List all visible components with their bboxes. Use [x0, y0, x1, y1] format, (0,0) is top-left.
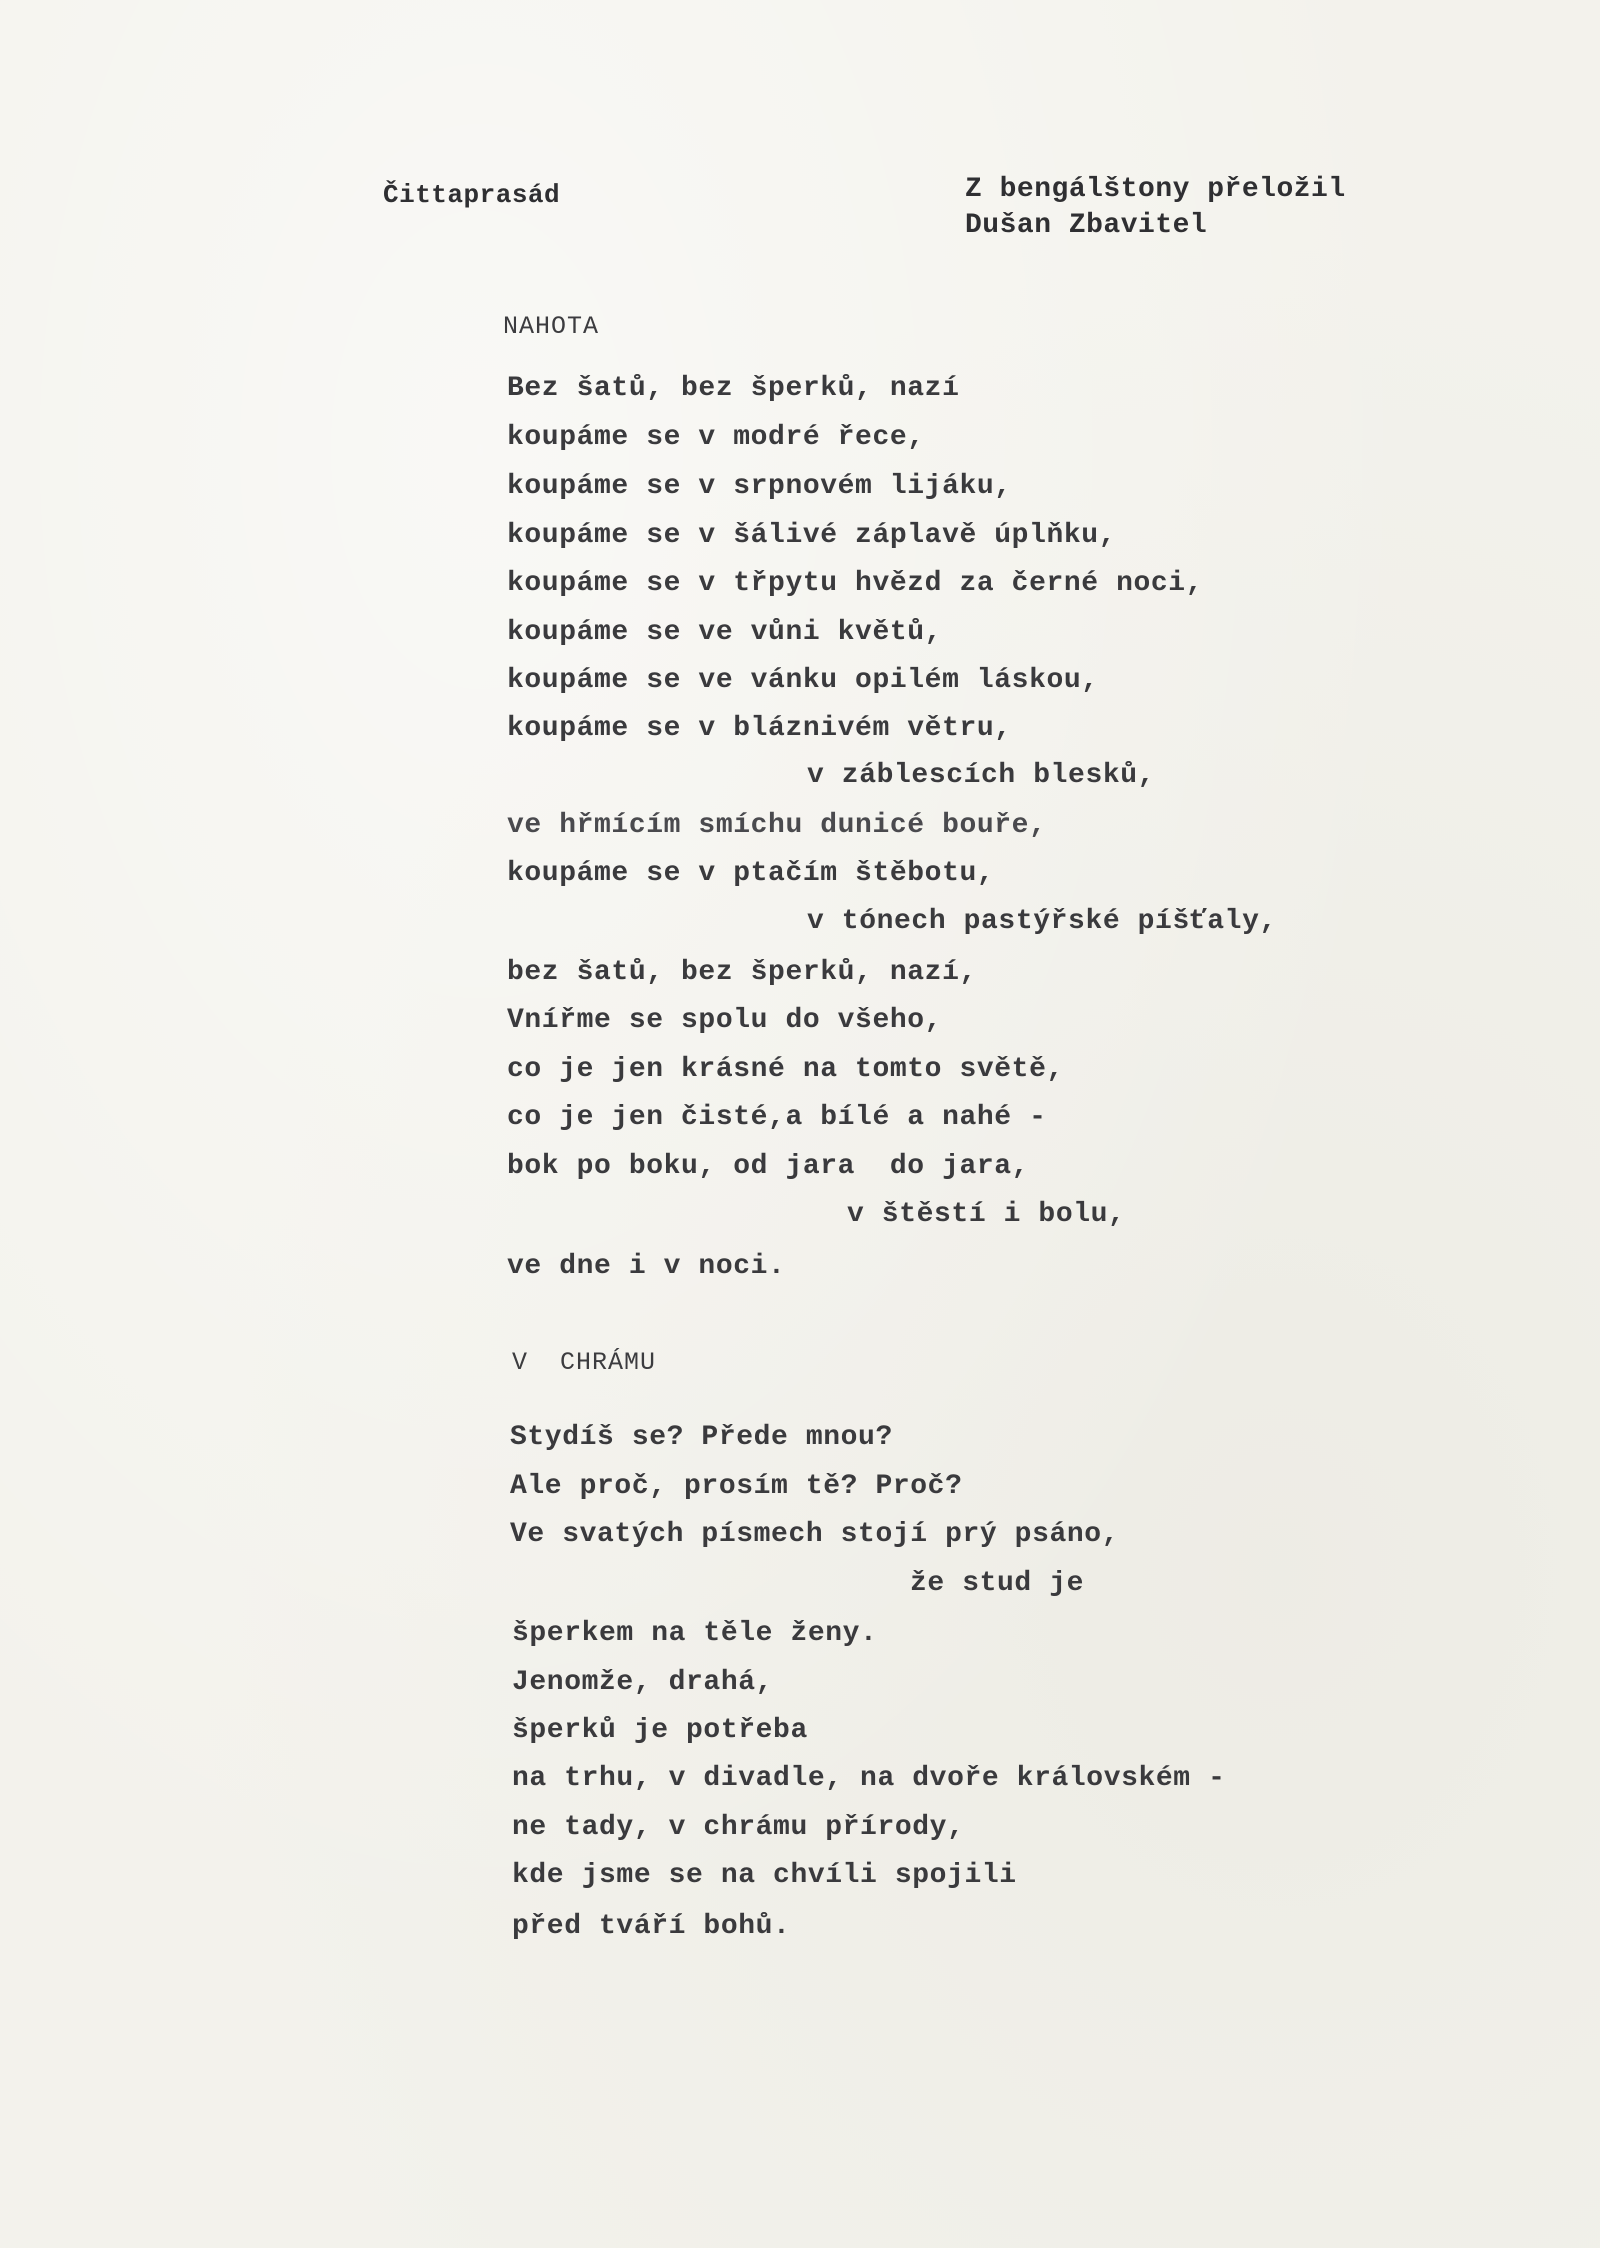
poem-line: koupáme se v bláznivém větru, — [507, 713, 1012, 744]
poem-line: koupáme se ve vůni květů, — [507, 617, 943, 648]
poem-line: Jenomže, drahá, — [512, 1667, 774, 1698]
poem-line: ve dne i v noci. — [507, 1251, 786, 1282]
poem-line: Ale proč, prosím tě? Proč? — [510, 1471, 963, 1502]
poem-line: v tónech pastýřské píšťaly, — [807, 906, 1277, 937]
poem-line: koupáme se v šálivé záplavě úplňku, — [507, 520, 1117, 551]
translator-credit — [965, 172, 1346, 244]
poem-line: bez šatů, bez šperků, nazí, — [507, 957, 977, 988]
poem-line: co je jen čisté,a bílé a nahé - — [507, 1102, 1047, 1133]
poem-line: ne tady, v chrámu přírody, — [512, 1812, 965, 1843]
poem-line: co je jen krásné na tomto světě, — [507, 1054, 1064, 1085]
poem-line: v záblescích blesků, — [807, 760, 1156, 791]
poem-line: kde jsme se na chvíli spojili — [512, 1860, 1017, 1891]
poem-line: koupáme se v srpnovém lijáku, — [507, 471, 1012, 502]
poem-line: před tváří bohů. — [512, 1911, 791, 1942]
poem-line: Ve svatých písmech stojí prý psáno, — [510, 1519, 1120, 1550]
poem-title: NAHOTA — [503, 312, 600, 341]
translator-line-2: Dušan Zbavitel — [965, 210, 1208, 241]
poem-line: koupáme se v ptačím štěbotu, — [507, 858, 995, 889]
poem-line: ve hřmícím smíchu dunicé bouře, — [507, 810, 1047, 841]
author-name: Čittaprasád — [383, 180, 561, 210]
poem-line: koupáme se v modré řece, — [507, 422, 925, 453]
poem-line: Bez šatů, bez šperků, nazí — [507, 373, 960, 404]
translator-line-1: Z bengálštony přeložil — [965, 174, 1346, 205]
poem-line: že stud je — [910, 1568, 1085, 1599]
poem-line: koupáme se ve vánku opilém láskou, — [507, 665, 1099, 696]
poem-line: Stydíš se? Přede mnou? — [510, 1422, 893, 1453]
poem-line: koupáme se v třpytu hvězd za černé noci, — [507, 568, 1204, 599]
poem-line: na trhu, v divadle, na dvoře královském - — [512, 1763, 1226, 1794]
poem-line: šperkem na těle ženy. — [512, 1618, 878, 1649]
poem-line: v štěstí i bolu, — [847, 1199, 1126, 1230]
poem-title: V CHRÁMU — [512, 1348, 657, 1377]
poem-line: Vnířme se spolu do všeho, — [507, 1005, 943, 1036]
poem-line: šperků je potřeba — [512, 1715, 808, 1746]
poem-line: bok po boku, od jara do jara, — [507, 1151, 1030, 1182]
